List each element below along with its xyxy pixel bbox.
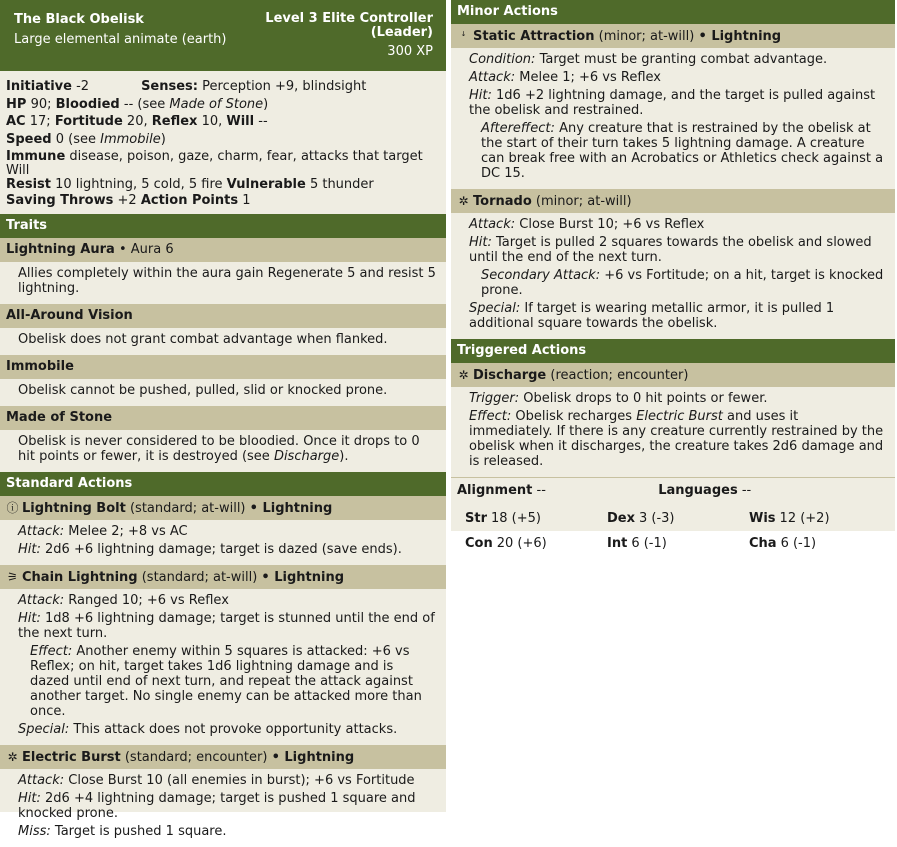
aftereffect-label: Aftereffect:: [481, 121, 555, 136]
trait-name: Made of Stone: [6, 409, 113, 425]
ap-label: Action Points: [140, 193, 239, 209]
effect-text: Obelisk recharges: [515, 409, 637, 424]
trait-text: Obelisk cannot be pushed, pulled, slid or knocked prone.: [18, 382, 388, 398]
power-usage: (standard; at-will): [129, 500, 246, 516]
power-tornado-body: [451, 213, 895, 339]
monster-role: (Leader): [370, 25, 433, 40]
alignment-languages: [451, 477, 895, 507]
ability-value: 6 (-1): [780, 536, 817, 551]
special-label: Special:: [18, 721, 70, 737]
power-name: Lightning Bolt: [22, 500, 126, 516]
trait-lightning-aura-body: [0, 262, 446, 304]
speed-value: 0 (see: [55, 131, 101, 147]
effect-text-end: and uses it immediately. If there is any creature currently restrained by the obelisk when it discharges, the creature takes 2d6 damage and is released.: [469, 409, 884, 469]
trait-name: Immobile: [6, 358, 74, 374]
ability-value: 12 (+2): [779, 511, 830, 526]
ac-value: 17;: [29, 114, 51, 130]
ability-value: 6 (-1): [631, 536, 667, 551]
monster-name: The Black Obelisk: [14, 12, 144, 27]
aftereffect-text: Any creature that is restrained by the obelisk at the start of their turn takes 5 lightning damage. A creature can break free with an Acrobatics or Athletics check against a DC 15.: [481, 121, 884, 181]
attack-label: Attack:: [469, 217, 516, 232]
ability-wis: [749, 511, 891, 532]
speed-label: Speed: [6, 131, 52, 147]
resist-value: 10 lightning, 5 cold, 5 fire: [55, 177, 223, 193]
alignment-value: --: [536, 483, 546, 498]
secondary-attack-label: Secondary Attack:: [481, 268, 601, 283]
power-name: Tornado: [473, 194, 532, 209]
saves-label: Saving Throws: [6, 193, 114, 209]
power-lightning-bolt: [0, 496, 446, 520]
attack-text: Melee 2; +8 vs AC: [68, 523, 188, 539]
power-name: Chain Lightning: [22, 569, 138, 585]
speed-close: ): [160, 131, 166, 147]
immune-value: disease, poison, gaze, charm, fear, attacks that target Will: [6, 149, 423, 179]
hit-label: Hit:: [18, 790, 41, 806]
power-discharge: [451, 363, 895, 387]
hit-text: 2d6 +6 lightning damage; target is dazed (save ends).: [45, 541, 402, 557]
fort-label: Fortitude: [54, 114, 123, 130]
resist-label: Resist: [6, 177, 51, 193]
traits-header: Traits: [0, 214, 446, 238]
power-usage: (standard; encounter): [124, 749, 268, 765]
hit-label: Hit:: [469, 235, 492, 250]
minor-actions-header: Minor Actions: [451, 0, 895, 24]
monster-stats: [0, 71, 446, 214]
fort-value: 20,: [126, 114, 148, 130]
power-keyword: • Lightning: [249, 500, 333, 516]
ability-row-2: [451, 532, 895, 557]
power-keyword: • Lightning: [261, 569, 345, 585]
bloodied-close: ): [263, 96, 269, 112]
ability-name: Str: [465, 511, 487, 526]
monster-xp: 300 XP: [387, 44, 433, 59]
trait-tag: • Aura 6: [118, 241, 174, 257]
reflex-label: Reflex: [151, 114, 198, 130]
stat-line-immune: [6, 150, 440, 178]
power-discharge-body: [451, 387, 895, 477]
attack-text: Ranged 10; +6 vs Reflex: [68, 592, 229, 608]
hp-label: HP: [6, 96, 27, 112]
trait-text: Allies completely within the aura gain Regenerate 5 and resist 5 lightning.: [18, 265, 436, 296]
bloodied-value: -- (see: [123, 96, 170, 112]
hp-value: 90;: [30, 96, 52, 112]
attack-label: Attack:: [18, 592, 65, 608]
saves-value: +2: [117, 193, 137, 209]
trigger-text: Obelisk drops to 0 hit points or fewer.: [523, 391, 768, 406]
stone-text: Obelisk is never considered to be bloodied. Once it drops to 0 hit points or fewer, it is destroyed (see: [18, 433, 420, 464]
ability-name: Cha: [749, 536, 777, 551]
stat-line-hp: [6, 96, 440, 114]
melee-basic-icon: ⓘ: [6, 500, 19, 515]
vuln-value: 5 thunder: [309, 177, 374, 193]
ability-con: [465, 536, 607, 557]
power-static-attraction: [451, 24, 895, 48]
ranged-icon: ⚞: [7, 569, 18, 584]
special-text: If target is wearing metallic armor, it is pulled 1 additional square towards the obelisk.: [469, 301, 835, 331]
power-usage: (standard; at-will): [141, 569, 258, 585]
trait-vision-body: [0, 328, 446, 355]
bloodied-ref: Made of Stone: [169, 96, 264, 112]
effect-text: Another enemy within 5 squares is attacked: +6 vs Reflex; on hit, target takes 1d6 lightning damage and is dazed until end of next turn, and repeat the attack against another target. No single enemy can be attacked more than once.: [30, 643, 422, 719]
ability-name: Int: [607, 536, 628, 551]
power-usage: (minor; at-will): [535, 194, 632, 209]
stat-line-speed: [6, 131, 440, 149]
special-label: Special:: [469, 301, 521, 316]
attack-label: Attack:: [18, 523, 65, 539]
attack-text: Close Burst 10; +6 vs Reflex: [519, 217, 705, 232]
languages-value: --: [741, 483, 752, 498]
triggered-actions-header: Triggered Actions: [451, 339, 895, 363]
trait-text: Obelisk does not grant combat advantage when flanked.: [18, 331, 388, 347]
stat-line-defenses: [6, 113, 440, 131]
power-usage: (reaction; encounter): [550, 368, 689, 383]
monster-type: Large elemental animate (earth): [14, 32, 227, 47]
power-static-attraction-body: [451, 48, 895, 189]
hit-text: 1d8 +6 lightning damage; target is stunned until the end of the next turn.: [18, 610, 435, 641]
trait-stone-body: [0, 430, 446, 472]
senses-value: Perception +9, blindsight: [202, 79, 367, 94]
trait-name: All-Around Vision: [6, 307, 133, 323]
trait-text: [18, 434, 436, 464]
monster-level: [265, 12, 433, 40]
alignment-label: Alignment: [457, 483, 533, 498]
trait-all-around-vision: [0, 304, 446, 328]
power-name: Discharge: [473, 368, 547, 383]
ability-name: Dex: [607, 511, 635, 526]
trait-name: Lightning Aura: [6, 241, 115, 257]
stat-line-resist: [6, 178, 440, 192]
ability-name: Wis: [749, 511, 776, 526]
trait-lightning-aura: [0, 238, 446, 262]
hit-label: Hit:: [469, 88, 492, 103]
stat-line-saves: [6, 192, 440, 210]
condition-label: Condition:: [469, 52, 536, 67]
trait-immobile: [0, 355, 446, 379]
power-chain-lightning-body: [0, 589, 446, 745]
secondary-attack-text: +6 vs Fortitude; on a hit, target is knocked prone.: [481, 268, 884, 298]
stat-block-left: [0, 0, 446, 839]
power-tornado: [451, 189, 895, 213]
will-label: Will: [226, 114, 255, 130]
reflex-value: 10,: [201, 114, 223, 130]
stone-ref: Discharge: [273, 448, 340, 464]
attack-label: Attack:: [18, 772, 65, 788]
stone-text-end: ).: [339, 448, 349, 464]
miss-label: Miss:: [18, 823, 51, 839]
standard-actions-header: Standard Actions: [0, 472, 446, 496]
ap-value: 1: [242, 193, 251, 209]
close-burst-icon: ✲: [7, 749, 18, 764]
initiative-value: -2: [76, 79, 90, 94]
immune-label: Immune: [6, 149, 66, 165]
ability-value: 20 (+6): [496, 536, 547, 551]
power-lightning-bolt-body: [0, 520, 446, 565]
hit-text: 2d6 +4 lightning damage; target is pushed 1 square and knocked prone.: [18, 790, 416, 821]
effect-label: Effect:: [469, 409, 512, 424]
speed-ref: Immobile: [100, 131, 161, 147]
effect-ref: Electric Burst: [636, 409, 723, 424]
close-burst-icon: ✲: [458, 368, 469, 382]
bloodied-label: Bloodied: [55, 96, 120, 112]
stat-block-right: [451, 0, 895, 551]
hit-label: Hit:: [18, 610, 41, 626]
trait-immobile-body: [0, 379, 446, 406]
close-burst-icon: ✲: [458, 194, 469, 208]
hit-text: Target is pulled 2 squares towards the obelisk and slowed until the end of the next turn.: [469, 235, 872, 265]
condition-text: Target must be granting combat advantage.: [539, 52, 828, 67]
power-keyword: • Lightning: [271, 749, 355, 765]
attack-text: Close Burst 10 (all enemies in burst); +6 vs Fortitude: [68, 772, 415, 788]
languages-label: Languages: [658, 483, 738, 498]
ability-str: [465, 511, 607, 532]
ability-name: Con: [465, 536, 493, 551]
trigger-label: Trigger:: [469, 391, 520, 406]
power-name: Static Attraction: [473, 29, 595, 44]
power-electric-burst-body: [0, 769, 446, 847]
ability-cha: [749, 536, 891, 557]
ability-value: 18 (+5): [491, 511, 541, 526]
will-value: --: [258, 114, 268, 130]
trait-made-of-stone: [0, 406, 446, 430]
vuln-label: Vulnerable: [226, 177, 306, 193]
power-chain-lightning: [0, 565, 446, 589]
ability-value: 3 (-3): [639, 511, 675, 526]
effect-label: Effect:: [30, 643, 73, 659]
attack-label: Attack:: [469, 70, 516, 85]
ability-dex: [607, 511, 749, 532]
ac-label: AC: [6, 114, 26, 130]
monster-header: [0, 0, 446, 71]
power-name: Electric Burst: [22, 749, 121, 765]
stat-line-initiative: [6, 78, 440, 96]
attack-text: Melee 1; +6 vs Reflex: [519, 70, 661, 85]
hit-label: Hit:: [18, 541, 41, 557]
monster-level-text: Level 3 Elite Controller: [265, 11, 433, 26]
hit-text: 1d6 +2 lightning damage, and the target is pulled against the obelisk and restrained.: [469, 88, 876, 118]
initiative-label: Initiative: [6, 79, 72, 94]
power-usage: (minor; at-will): [598, 29, 695, 44]
ability-row-1: [451, 507, 895, 532]
miss-text: Target is pushed 1 square.: [54, 823, 227, 839]
special-text: This attack does not provoke opportunity attacks.: [73, 721, 398, 737]
ability-int: [607, 536, 749, 557]
power-keyword: • Lightning: [698, 29, 782, 44]
melee-icon: ꜜ: [461, 29, 466, 43]
senses-label: Senses:: [141, 79, 198, 94]
power-electric-burst: [0, 745, 446, 769]
